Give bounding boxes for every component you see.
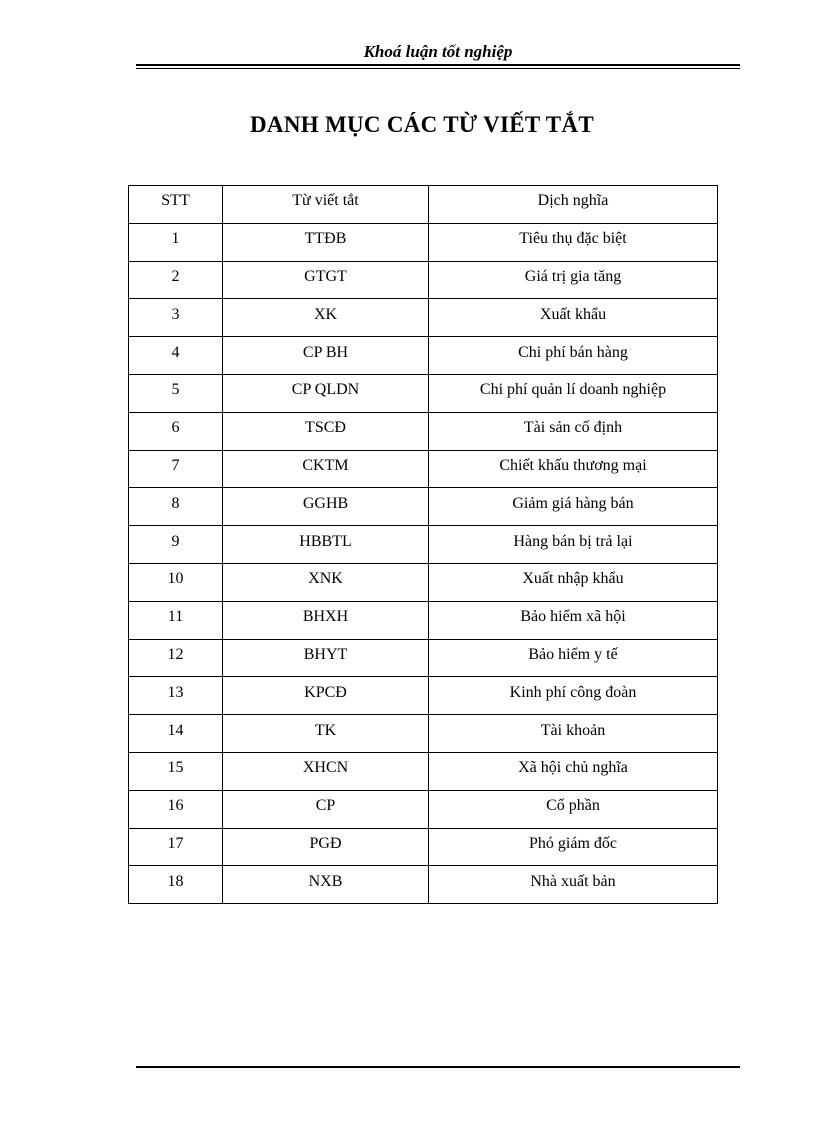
header-divider <box>136 64 740 66</box>
row-meaning: Hàng bán bị trả lại <box>429 526 718 564</box>
row-meaning: Bảo hiểm y tế <box>429 639 718 677</box>
column-header-stt: STT <box>129 186 223 224</box>
row-abbreviation: TTĐB <box>223 223 429 261</box>
row-meaning: Tiêu thụ đặc biệt <box>429 223 718 261</box>
row-abbreviation: CP QLDN <box>223 374 429 412</box>
row-number: 3 <box>129 299 223 337</box>
row-number: 11 <box>129 601 223 639</box>
table-row <box>129 639 718 677</box>
table-row <box>129 715 718 753</box>
row-number: 16 <box>129 790 223 828</box>
row-abbreviation: GTGT <box>223 261 429 299</box>
table-row <box>129 601 718 639</box>
table-row <box>129 337 718 375</box>
row-abbreviation: TSCĐ <box>223 412 429 450</box>
row-number: 4 <box>129 337 223 375</box>
row-abbreviation: TK <box>223 715 429 753</box>
row-abbreviation: GGHB <box>223 488 429 526</box>
row-abbreviation: BHYT <box>223 639 429 677</box>
row-number: 17 <box>129 828 223 866</box>
table-row <box>129 450 718 488</box>
row-number: 14 <box>129 715 223 753</box>
row-meaning: Chi phí quản lí doanh nghiệp <box>429 374 718 412</box>
row-meaning: Phó giám đốc <box>429 828 718 866</box>
row-abbreviation: CKTM <box>223 450 429 488</box>
row-abbreviation: XK <box>223 299 429 337</box>
row-abbreviation: CP BH <box>223 337 429 375</box>
row-number: 2 <box>129 261 223 299</box>
row-meaning: Giảm giá hàng bán <box>429 488 718 526</box>
table-row <box>129 677 718 715</box>
row-meaning: Xã hội chủ nghĩa <box>429 752 718 790</box>
row-number: 6 <box>129 412 223 450</box>
row-meaning: Giá trị gia tăng <box>429 261 718 299</box>
table-row <box>129 866 718 904</box>
row-abbreviation: KPCĐ <box>223 677 429 715</box>
row-meaning: Xuất nhập khẩu <box>429 563 718 601</box>
row-meaning: Kinh phí công đoàn <box>429 677 718 715</box>
row-meaning: Chi phí bán hàng <box>429 337 718 375</box>
row-number: 10 <box>129 563 223 601</box>
row-number: 12 <box>129 639 223 677</box>
row-meaning: Chiết khấu thương mại <box>429 450 718 488</box>
page-title: DANH MỤC CÁC TỪ VIẾT TẮT <box>250 112 594 137</box>
table-row <box>129 299 718 337</box>
table-row <box>129 526 718 564</box>
row-number: 8 <box>129 488 223 526</box>
row-abbreviation: NXB <box>223 866 429 904</box>
row-meaning: Bảo hiểm xã hội <box>429 601 718 639</box>
abbreviations-table <box>128 185 718 904</box>
row-meaning: Nhà xuất bản <box>429 866 718 904</box>
row-number: 7 <box>129 450 223 488</box>
column-header-abbreviation: Từ viết tắt <box>223 186 429 224</box>
footer-divider <box>136 1066 740 1068</box>
table-header-row <box>129 186 718 224</box>
row-number: 15 <box>129 752 223 790</box>
table-row <box>129 261 718 299</box>
row-number: 5 <box>129 374 223 412</box>
table-row <box>129 223 718 261</box>
row-number: 1 <box>129 223 223 261</box>
row-number: 18 <box>129 866 223 904</box>
table-row <box>129 790 718 828</box>
row-abbreviation: BHXH <box>223 601 429 639</box>
page-header-title: Khoá luận tốt nghiệp <box>363 42 513 61</box>
row-abbreviation: CP <box>223 790 429 828</box>
row-meaning: Tài sản cố định <box>429 412 718 450</box>
table-row <box>129 563 718 601</box>
header-divider-thin <box>136 68 740 69</box>
table-row <box>129 488 718 526</box>
table-row <box>129 828 718 866</box>
row-meaning: Cổ phần <box>429 790 718 828</box>
table-row <box>129 374 718 412</box>
row-abbreviation: XHCN <box>223 752 429 790</box>
row-abbreviation: PGĐ <box>223 828 429 866</box>
column-header-meaning: Dịch nghĩa <box>429 186 718 224</box>
table-row <box>129 752 718 790</box>
row-meaning: Xuất khẩu <box>429 299 718 337</box>
row-meaning: Tài khoản <box>429 715 718 753</box>
table-row <box>129 412 718 450</box>
row-abbreviation: XNK <box>223 563 429 601</box>
row-number: 13 <box>129 677 223 715</box>
row-number: 9 <box>129 526 223 564</box>
row-abbreviation: HBBTL <box>223 526 429 564</box>
